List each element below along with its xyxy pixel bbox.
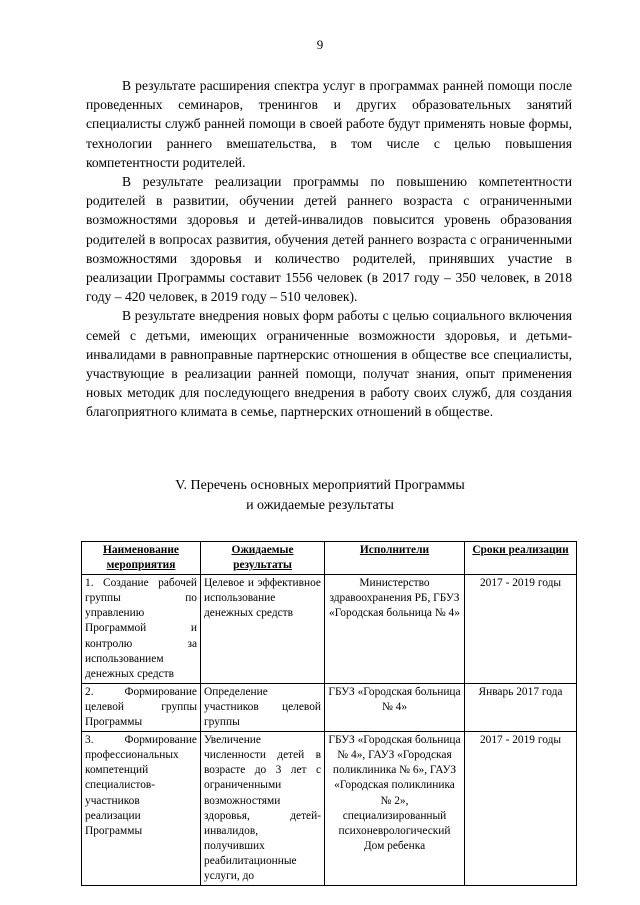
cell-deadline: Январь 2017 года bbox=[465, 683, 577, 731]
table-row bbox=[82, 575, 577, 684]
cell-activity: 2. Формирование целевой группы Программы bbox=[82, 683, 201, 731]
table-row bbox=[82, 683, 577, 731]
cell-activity: 1. Создание рабочей группы по управлению Программой и контролю за использованием денежных средств bbox=[82, 575, 201, 684]
table-row bbox=[82, 732, 577, 886]
section-heading-line-1: V. Перечень основных мероприятий Программы bbox=[175, 478, 465, 493]
cell-activity: 3. Формирование профессиональных компетенций специалистов-участников реализации Программы bbox=[82, 732, 201, 886]
header-deadlines: Сроки реализации bbox=[465, 542, 577, 575]
header-results: Ожидаемые результаты bbox=[201, 542, 325, 575]
cell-results: Определение участников целевой группы bbox=[201, 683, 325, 731]
cell-executors: ГБУЗ «Городская больница № 4» bbox=[325, 683, 465, 731]
table-header-row bbox=[82, 542, 577, 575]
cell-deadline: 2017 - 2019 годы bbox=[465, 732, 577, 886]
cell-results: Целевое и эффективное использование денежных средств bbox=[201, 575, 325, 684]
cell-executors: Министерство здравоохранения РБ, ГБУЗ «Городская больница № 4» bbox=[325, 575, 465, 684]
cell-executors: ГБУЗ «Городская больница № 4», ГАУЗ «Городская поликлиника № 6», ГАУЗ «Городская поликлиника № 2», специализированный психоневрологический Дом ребенка bbox=[325, 732, 465, 886]
header-executors: Исполнители bbox=[325, 542, 465, 575]
section-heading bbox=[0, 476, 640, 516]
section-heading-line-2: и ожидаемые результаты bbox=[246, 498, 394, 513]
cell-results: Увеличение численности детей в возрасте до 3 лет с ограниченными возможностями здоровья, детей-инвалидов, получивших реабилитационные услуги, до bbox=[201, 732, 325, 886]
cell-deadline: 2017 - 2019 годы bbox=[465, 575, 577, 684]
header-activity: Наименование мероприятия bbox=[82, 542, 201, 575]
paragraph-1: В результате расширения спектра услуг в программах ранней помощи после проведенных семинаров, тренингов и других образовательных занятий специалисты служб ранней помощи в своей работе будут применять новые формы, технологии раннего вмешательства, в том числе с целью повышения компетентности родителей. bbox=[86, 78, 572, 170]
body-text bbox=[86, 76, 572, 422]
paragraph-2: В результате реализации программы по повышению компетентности родителей в развитии, обучении детей раннего возраста с ограниченными возможностями здоровья и детей-инвалидов повысится уровень образования родителей в вопросах развития, обучения детей раннего возраста с ограниченными возможностями здоровья и количество родителей, принявших участие в реализации Программы составит 1556 человек (в 2017 году – 350 человек, в 2018 году – 420 человек, в 2019 году – 510 человек). bbox=[86, 174, 572, 305]
paragraph-3: В результате внедрения новых форм работы с целью социального включения семей с детьми, имеющих ограниченные возможности здоровья, и детьми-инвалидами в равноправные партнерскис отношения в обществе все специалисты, участвующие в реализации ранней помощи, получат знания, опыт применения новых методик для последующего внедрения в работу своих служб, для создания благоприятного климата в семье, партнерских отношений в обществе. bbox=[86, 308, 572, 420]
page-number: 9 bbox=[316, 37, 324, 52]
activities-table bbox=[81, 541, 577, 886]
